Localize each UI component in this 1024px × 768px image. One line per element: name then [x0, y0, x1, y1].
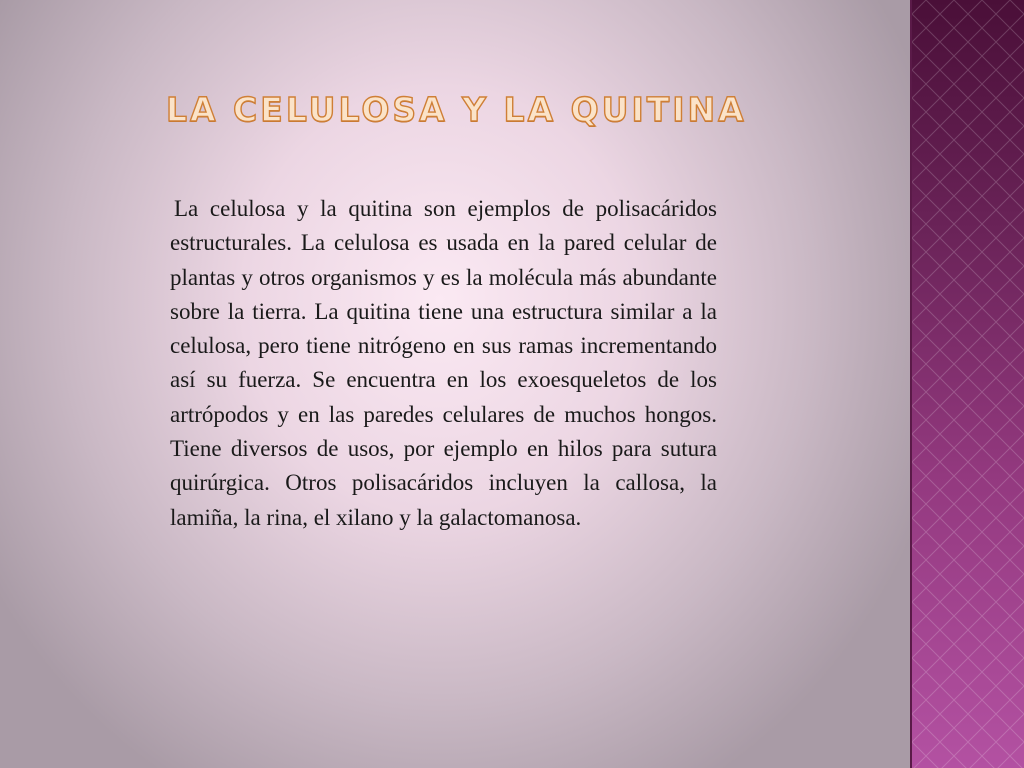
decorative-side-band [910, 0, 1024, 768]
slide-title: LA CELULOSA Y LA QUITINA [166, 90, 747, 129]
diamond-pattern-icon [912, 0, 1024, 768]
slide-body-text: La celulosa y la quitina son ejemplos de polisacáridos estructurales. La celulosa es usada en la pared celular de plantas y otros organismos y es la molécula más abundante sobre la tierra. La quitina tiene una estructura similar a la celulosa, pero tiene nitrógeno en sus ramas incrementando así su fuerza. Se encuentra en los exoesqueletos de los artrópodos y en las paredes celulares de muchos hongos. Tiene diversos de usos, por ejemplo en hilos para sutura quirúrgica. Otros polisacáridos incluyen la callosa, la lamiña, la rina, el xilano y la galactomanosa. [170, 196, 717, 530]
